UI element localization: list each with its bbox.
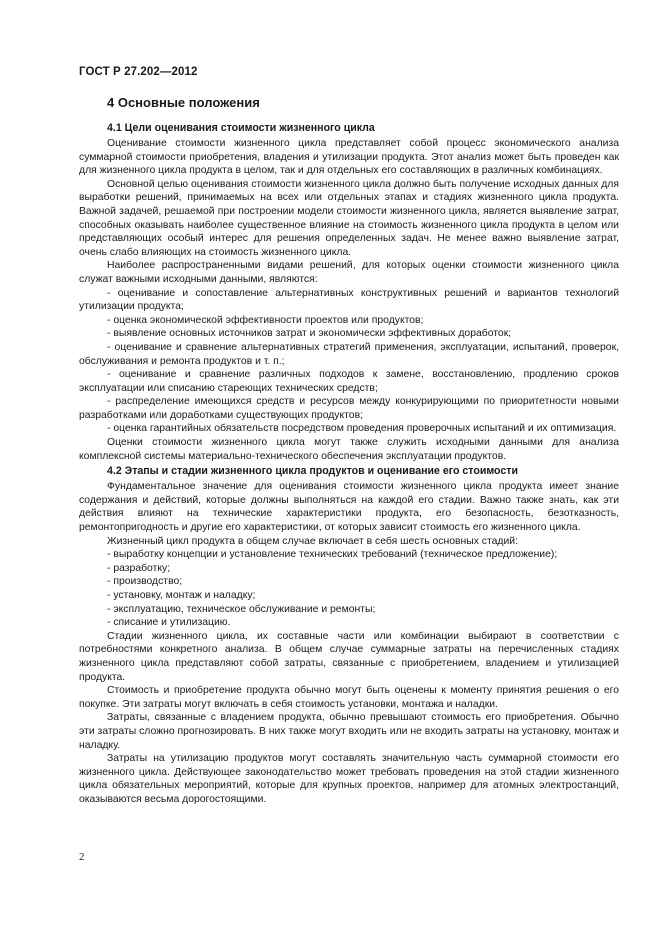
list-item: - выработку концепции и установление технических требований (техническое предложение); (107, 549, 558, 561)
page-number: 2 (79, 851, 85, 863)
list-item: - оценка экономической эффективности проектов или продуктов; (107, 314, 424, 326)
paragraph: Затраты на утилизацию продуктов могут составлять значительную часть суммарной стоимости его жизненного цикла. Действующее законодательство может требовать проведения на этой стадии жизненного цикла обязательных мероприятий, которые для крупных проектов, например для атомных электростанций, оказываются весьма дорогостоящими. (79, 753, 619, 805)
subsection-title-4-2: 4.2 Этапы и стадии жизненного цикла продуктов и оценивание его стоимости (107, 465, 518, 478)
list-item: - оценивание и сравнение альтернативных стратегий применения, эксплуатации, испытаний, проверок, обслуживания и ремонта продуктов и т. п.; (79, 341, 619, 367)
section-title: 4 Основные положения (107, 95, 260, 110)
paragraph: Оценки стоимости жизненного цикла могут также служить исходными данными для анализа комплексной системы материально-технического обеспечения эксплуатации продуктов. (79, 437, 619, 462)
paragraph: Стадии жизненного цикла, их составные части или комбинации выбирают в соответствии с потребностями конкретного анализа. В общем случае суммарные затраты на перечисленных стадиях жизненного цикла представляют собой затраты, связанные с приобретением, владением и утилизацией продукта. (79, 630, 619, 683)
document-header: ГОСТ Р 27.202—2012 (79, 66, 198, 78)
page-content (79, 95, 619, 807)
list-item: - распределение имеющихся средств и ресурсов между конкурирующими по приоритетности новыми разработками или доработками существующих продуктов; (79, 396, 619, 421)
list-item: - производство; (107, 576, 183, 588)
list-item: - выявление основных источников затрат и экономически эффективных доработок; (107, 328, 512, 340)
list-item: - оценивание и сравнение различных подходов к замене, восстановлению, продлению сроков эксплуатации или списанию стареющих технических средств; (79, 369, 619, 394)
list-item: - разработку; (107, 562, 171, 574)
list-item: - списание и утилизацию. (107, 617, 231, 629)
paragraph: Затраты, связанные с владением продукта, обычно превышают стоимость его приобретения. Обычно эти затраты сложно прогнозировать. В них также могут входить или не входить затраты на установку, монтаж и наладку. (79, 712, 619, 751)
list-item: - оценка гарантийных обязательств посредством проведения проверочных испытаний и их оптимизация. (107, 423, 617, 435)
list-item: - эксплуатацию, техническое обслуживание и ремонты; (107, 603, 376, 615)
stages-list (79, 548, 619, 630)
paragraph: Жизненный цикл продукта в общем случае включает в себя шесть основных стадий: (107, 535, 518, 547)
list-item: - установку, монтаж и наладку; (107, 590, 256, 601)
decision-list (79, 287, 619, 437)
list-item: - оценивание и сопоставление альтернативных конструктивных решений и вариантов технологий утилизации продукта; (79, 287, 619, 313)
paragraph: Оценивание стоимости жизненного цикла представляет собой процесс экономического анализа суммарной стоимости приобретения, владения и утилизации продукта. Этот анализ может быть проведен как для жизненного цикла продукта в целом, так и для отдельных его составляющих в различных комбинациях. (79, 138, 619, 177)
paragraph: Фундаментальное значение для оценивания стоимости жизненного цикла продукта имеет знание содержания и действий, которые должны выполняться на каждой его стадии. Важно также знать, как эти действия влияют на технические характеристики продукта, его безопасность, безотказность, ремонтопригодность и другие его характеристики, от которых зависит стоимость его жизненного цикла. (79, 481, 619, 534)
subsection-title-4-1: 4.1 Цели оценивания стоимости жизненного цикла (107, 122, 375, 134)
paragraph: Наиболее распространенными видами решений, для которых оценки стоимости жизненного цикла служат важными исходными данными, являются: (79, 260, 619, 285)
paragraph: Основной целью оценивания стоимости жизненного цикла должно быть получение исходных данных для выработки решений, принимаемых на всех или отдельных этапах и стадиях жизненного цикла продукта. Важной задачей, решаемой при построении модели стоимости жизненного цикла, является выявление затрат, способных оказывать наиболее существенное влияние на стоимость жизненного цикла продукта в целом или представляющих особый интерес для решения определенных задач. Не менее важно выявление затрат, очень слабо влияющих на стоимость жизненного цикла. (79, 178, 619, 258)
paragraph: Стоимость и приобретение продукта обычно могут быть оценены к моменту принятия решения о его покупке. Эти затраты могут включать в себя стоимость установки, монтажа и наладки. (79, 685, 619, 710)
